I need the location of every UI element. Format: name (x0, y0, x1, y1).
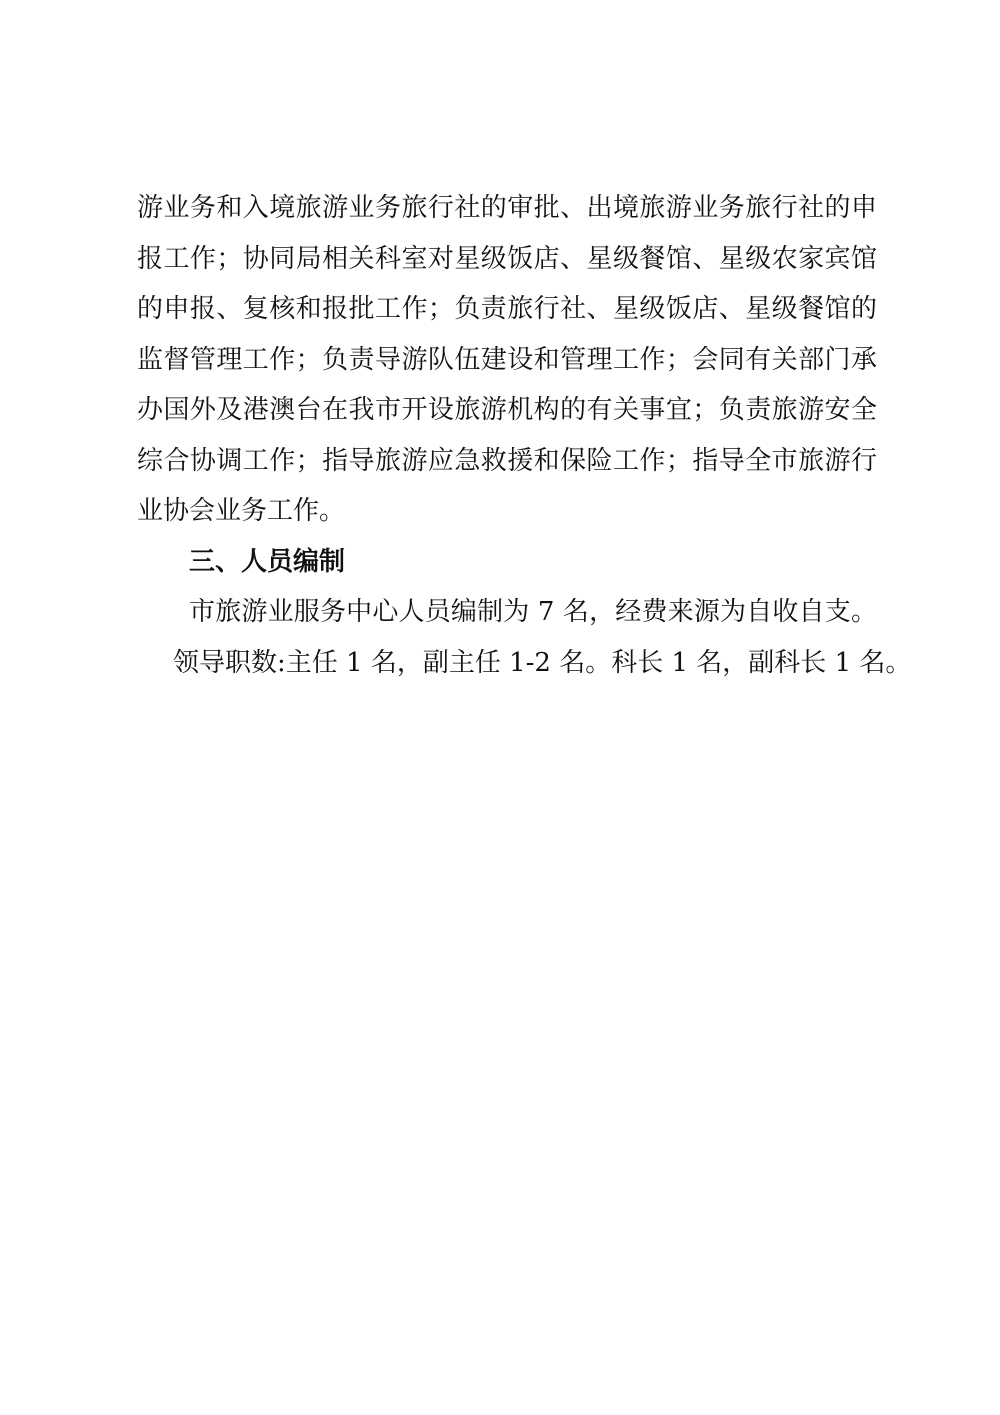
staffing-paragraph: 市旅游业服务中心人员编制为 7 名，经费来源为自收自支。 (189, 597, 877, 627)
body-line-3: 的申报、复核和报批工作；负责旅行社、星级饭店、星级餐馆的 (137, 294, 877, 324)
body-line-4: 监督管理工作；负责导游队伍建设和管理工作；会同有关部门承 (137, 344, 877, 375)
leadership-paragraph: 领导职数:主任 1 名，副主任 1-2 名。科长 1 名，副科长 1 名。 (173, 647, 912, 678)
body-line-2: 报工作；协同局相关科室对星级饭店、星级餐馆、星级农家宾馆 (137, 243, 877, 274)
body-line-7: 业协会业务工作。 (137, 496, 346, 526)
body-line-6: 综合协调工作；指导旅游应急救援和保险工作；指导全市旅游行 (137, 445, 877, 476)
body-line-5: 办国外及港澳台在我市开设旅游机构的有关事宜；负责旅游安全 (137, 395, 877, 425)
body-line-1: 游业务和入境旅游业务旅行社的审批、出境旅游业务旅行社的申 (137, 193, 877, 223)
document-body (137, 183, 912, 688)
section-heading: 三、人员编制 (189, 546, 346, 577)
